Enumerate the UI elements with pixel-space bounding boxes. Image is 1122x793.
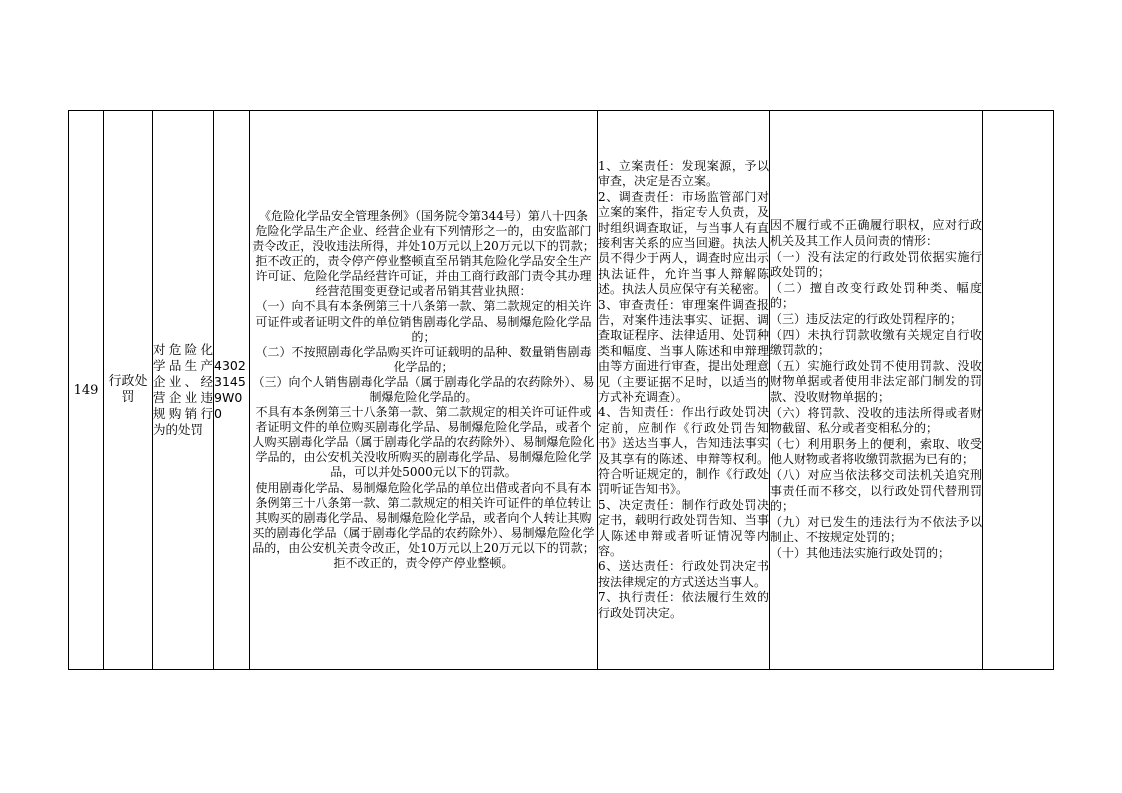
responsibility-item: 1、立案责任：发现案源，予以审查，决定是否立案。 bbox=[598, 158, 769, 189]
accountability-cell bbox=[770, 111, 983, 670]
item-code: 43023145 9W00 bbox=[214, 111, 250, 670]
item-name: 对危险化学品生产企业、经营企业违规购销行为的处罚 bbox=[153, 111, 214, 670]
accountability-item: （二）擅自改变行政处罚种类、幅度的； bbox=[770, 280, 982, 311]
legal-basis-cell bbox=[250, 111, 598, 670]
accountability-item: （三）违反法定的行政处罚程序的； bbox=[770, 312, 963, 327]
responsibility-item: 4、告知责任：作出行政处罚决定前，应制作《行政处罚告知书》送达当事人，告知违法事实及其享有的陈述、申辩等权利。符合听证规定的，制作《行政处罚听证告知书》。 bbox=[598, 405, 769, 497]
legal-basis-title: 《危险化学品安全管理条例》（国务院令第344号）第八十四条 bbox=[259, 208, 588, 223]
table-row bbox=[69, 111, 1054, 670]
legal-basis-paragraph: 使用剧毒化学品、易制爆危险化学品的单位出借或者向不具有本条例第三十八条第一款、第二款规定的相关许可证件的单位转让其购买的剧毒化学品、易制爆危险化学品，或者向个人转让其购买的剧毒化学品（属于剧毒化学品的农药除外）、易制爆危险化学品的，由公安机关责令改正，处10万元以上20万元以下的罚款；拒不改正的，责令停产停业整顿。 bbox=[252, 480, 595, 571]
legal-basis-paragraph: 不具有本条例第三十八条第一款、第二款规定的相关许可证件或者证明文件的单位购买剧毒化学品、易制爆危险化学品，或者个人购买剧毒化学品（属于剧毒化学品的农药除外）、易制爆危险化学品的，由公安机关没收所购买的剧毒化学品、易制爆危险化学品，可以并处5000元以下的罚款。 bbox=[252, 405, 595, 480]
responsibility-item: 6、送达责任：行政处罚决定书按法律规定的方式送达当事人。 bbox=[598, 559, 769, 589]
legal-basis-paragraph: 危险化学品生产企业、经营企业有下列情形之一的，由安监部门责令改正，没收违法所得，并处10万元以上20万元以下的罚款；拒不改正的，责令停产停业整顿直至吊销其危险化学品安全生产许可证、危险化学品经营许可证，并由工商行政部门责令其办理经营范围变更登记或者吊销其营业执照： bbox=[252, 223, 595, 299]
responsibility-item: 7、执行责任：依法履行生效的行政处罚决定。 bbox=[598, 590, 769, 620]
accountability-item: （七）利用职务上的便利，索取、收受他人财物或者将收缴罚款据为已有的； bbox=[770, 436, 982, 467]
power-list-table bbox=[68, 110, 1054, 670]
responsibility-item: 2、调查责任：市场监管部门对立案的案件，指定专人负责，及时组织调查取证，与当事人有直接利害关系的应当回避。执法人员不得少于两人，调查时应出示执法证件，允许当事人辩解陈述。执法人员应保守有关秘密。 bbox=[598, 189, 769, 297]
legal-basis-paragraph: （二）不按照剧毒化学品购买许可证载明的品种、数量销售剧毒化学品的； bbox=[255, 344, 592, 374]
responsibility-cell bbox=[598, 111, 770, 670]
row-number: 149 bbox=[69, 111, 104, 670]
accountability-item: （一）没有法定的行政处罚依据实施行政处罚的； bbox=[770, 249, 982, 280]
accountability-item: （八）对应当依法移交司法机关追究刑事责任而不移交，以行政处罚代替刑罚的； bbox=[770, 467, 982, 514]
accountability-item: （六）将罚款、没收的违法所得或者财物截留、私分或者变相私分的； bbox=[770, 405, 982, 436]
remark-cell bbox=[983, 111, 1054, 670]
responsibility-item: 5、决定责任：制作行政处罚决定书，载明行政处罚告知、当事人陈述申辩或者听证情况等内容。 bbox=[598, 497, 769, 559]
accountability-item: （四）未执行罚款收缴有关规定自行收缴罚款的； bbox=[770, 327, 982, 358]
power-type: 行政处罚 bbox=[104, 111, 153, 670]
accountability-item: （九）对已发生的违法行为不依法予以制止、不按规定处罚的； bbox=[770, 514, 982, 545]
accountability-item: （五）实施行政处罚不使用罚款、没收财物单据或者使用非法定部门制发的罚款、没收财物单据的； bbox=[770, 358, 982, 404]
responsibility-item: 3、审查责任：审理案件调查报告，对案件违法事实、证据、调查取证程序、法律适用、处罚种类和幅度、当事人陈述和申辩理由等方面进行审查，提出处理意见（主要证据不足时，以适当的方式补充调查）。 bbox=[598, 297, 769, 404]
accountability-intro: 因不履行或不正确履行职权，应对行政机关及其工作人员问责的情形： bbox=[770, 218, 982, 249]
legal-basis-paragraph: （三）向个人销售剧毒化学品（属于剧毒化学品的农药除外）、易制爆危险化学品的。 bbox=[252, 374, 595, 404]
legal-basis-paragraph: （一）向不具有本条例第三十八条第一款、第二款规定的相关许可证件或者证明文件的单位销售剧毒化学品、易制爆危险化学品的； bbox=[255, 299, 592, 344]
accountability-item: （十）其他违法实施行政处罚的； bbox=[770, 545, 951, 560]
